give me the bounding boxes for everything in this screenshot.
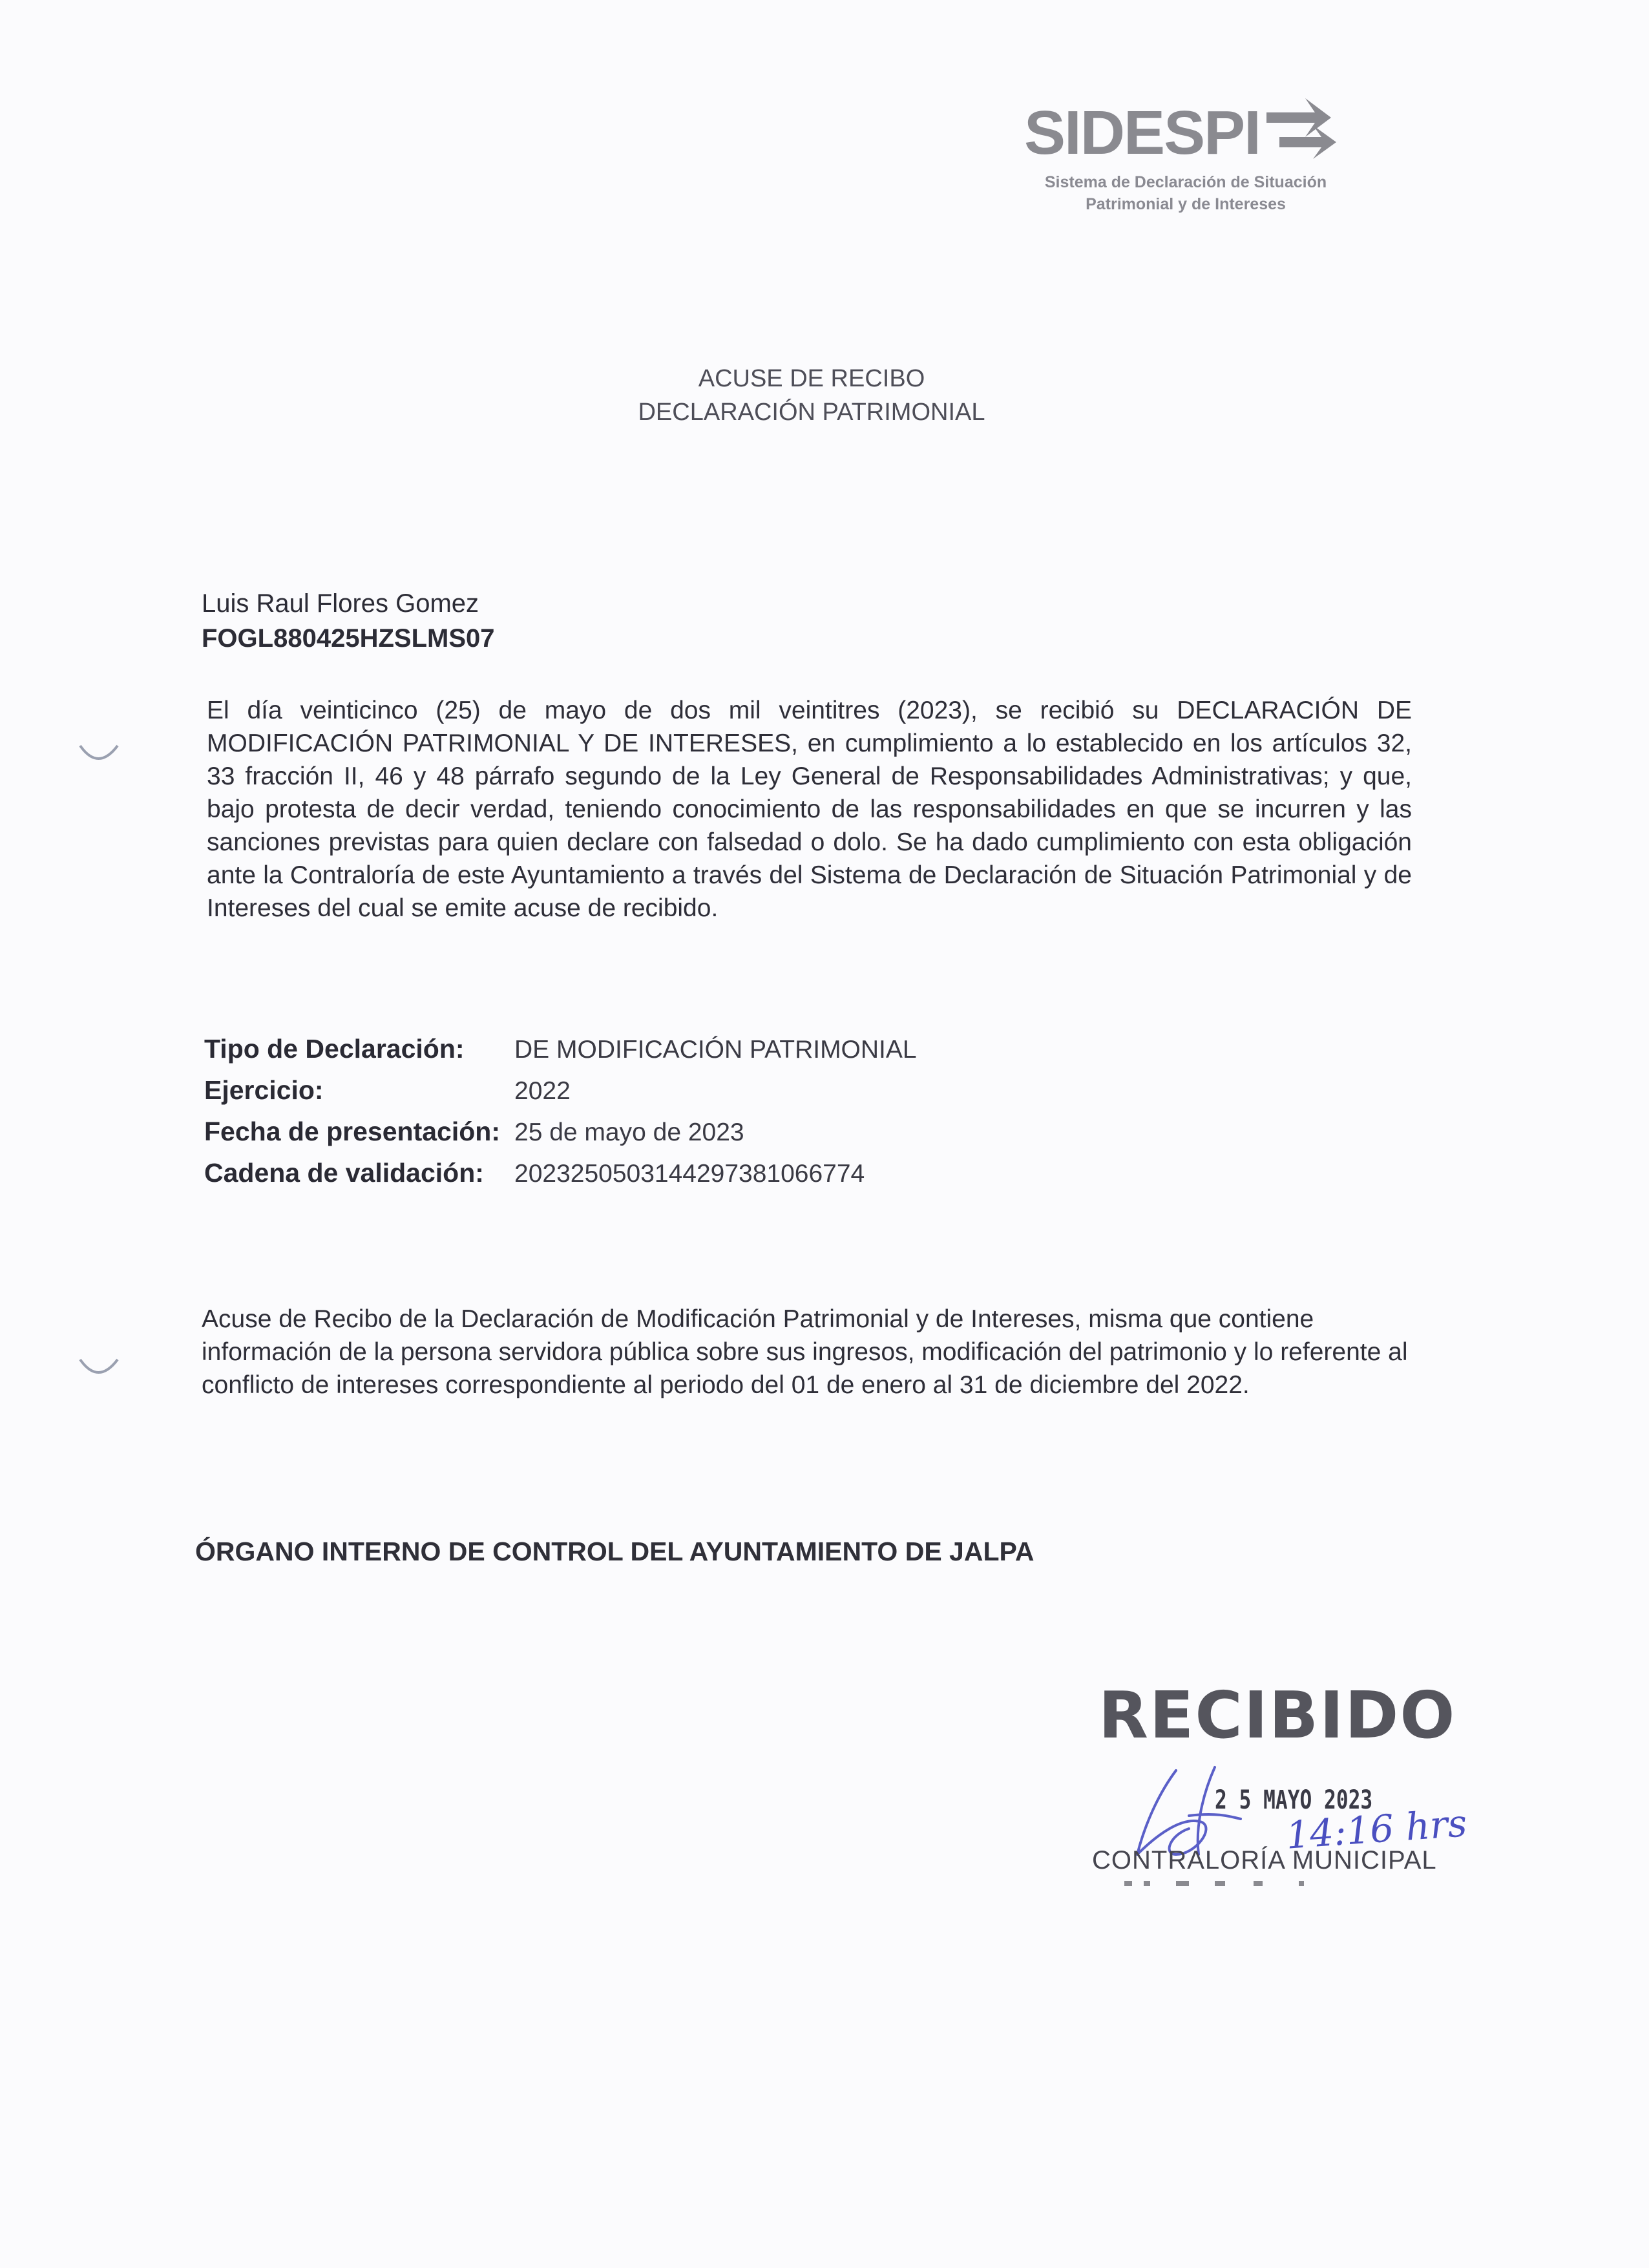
detail-row-year	[204, 1075, 917, 1117]
detail-row-type	[204, 1034, 917, 1075]
sidespi-logo	[1018, 84, 1354, 223]
body-paragraph: El día veinticinco (25) de mayo de dos mil veintitres (2023), se recibió su DECLARACIÓN DE MODIFICACIÓN PATRIMONIAL Y DE INTERESES, en cumplimiento a lo establecido en los artículos 32, 33 fracción II, 46 y 48 párrafo segundo de la Ley General de Responsabilidades Administrativas; y que, bajo protesta de decir verdad, teniendo conocimiento de las responsabilidades en que se incurren y las sanciones previstas para quien declare con falsedad o dolo. Se ha dado cumplimiento con esta obligación ante la Contraloría de este Ayuntamiento a través del Sistema de Declaración de Situación Patrimonial y de Intereses del cual se emite acuse de recibido.	[207, 697, 1412, 922]
detail-label: Cadena de validación:	[204, 1158, 484, 1188]
detail-row-date	[204, 1117, 917, 1158]
document-heading	[582, 362, 1042, 429]
detail-label: Fecha de presentación:	[204, 1117, 500, 1146]
stamp-cutoff-text	[1105, 1877, 1467, 1886]
received-stamp	[1092, 1677, 1480, 1890]
detail-row-validation	[204, 1158, 917, 1199]
declaration-details	[204, 1034, 917, 1199]
detail-label: Tipo de Declaración:	[204, 1034, 465, 1064]
logo-subtitle-line2: Patrimonial y de Intereses	[1086, 195, 1286, 213]
summary-paragraph: Acuse de Recibo de la Declaración de Modificación Patrimonial y de Intereses, misma que contiene información de la persona servidora pública sobre sus ingresos, modificación del patrimonio y lo referente al conflicto de intereses correspondiente al periodo del 01 de enero al 31 de diciembre del 2022.	[202, 1305, 1408, 1399]
logo-wordmark: SIDESPI	[1024, 98, 1260, 167]
punch-hole-bottom	[79, 1356, 119, 1383]
stamp-handwritten-time: 14:16 hrs	[1284, 1801, 1469, 1858]
heading-line2: DECLARACIÓN PATRIMONIAL	[638, 399, 985, 426]
logo-subtitle-line1: Sistema de Declaración de Situación	[1044, 173, 1327, 191]
declarant-rfc: FOGL880425HZSLMS07	[202, 624, 495, 653]
detail-value: 2022	[514, 1077, 571, 1105]
stamp-date: 2 5 MAYO 2023	[1215, 1785, 1373, 1815]
detail-value: 25 de mayo de 2023	[514, 1118, 744, 1146]
detail-value: DE MODIFICACIÓN PATRIMONIAL	[514, 1036, 917, 1064]
stamp-office: CONTRALORÍA MUNICIPAL	[1092, 1846, 1437, 1874]
double-arrow-icon	[1254, 85, 1344, 169]
punch-hole-top	[79, 742, 119, 769]
issuing-organ: ÓRGANO INTERNO DE CONTROL DEL AYUNTAMIENTO DE JALPA	[195, 1537, 1035, 1566]
detail-value: 20232505031442973810667​74	[514, 1160, 865, 1188]
detail-label: Ejercicio:	[204, 1075, 324, 1105]
stamp-title: RECIBIDO	[1098, 1677, 1456, 1753]
declarant-name: Luis Raul Flores Gomez	[202, 589, 479, 618]
heading-line1: ACUSE DE RECIBO	[698, 365, 925, 392]
